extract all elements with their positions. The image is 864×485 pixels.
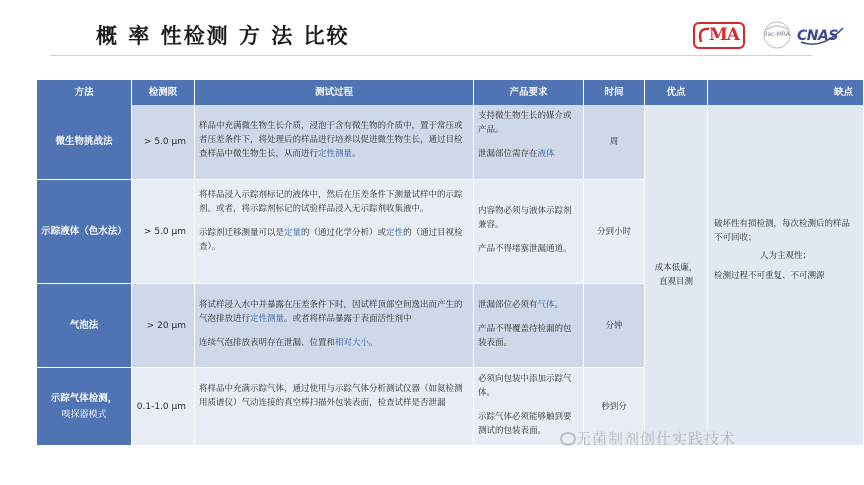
header-process: 测试过程 — [195, 80, 474, 105]
comparison-table — [37, 80, 864, 446]
row4-process: 将样品中充满示踪气体，通过使用与示踪气体分析测试仪器（如氦检测用质谱仪）气动连接的真空棒扫描外包装表面，检查试样是否泄漏 — [195, 368, 474, 446]
row3-limit: > 20 μm — [132, 284, 195, 368]
ilac-mra-logo: ilac-MRA — [760, 20, 794, 50]
row4-time: 秒到分 — [584, 368, 645, 446]
row1-method: 微生物挑战法 — [37, 105, 132, 180]
page-title: 概 率 性检测 方 法 比较 — [96, 24, 350, 48]
table-header-row — [37, 80, 864, 105]
row2-process: 将样品浸入示踪剂标记的液体中，然后在压差条件下测量试样中的示踪剂。或者，将示踪剂标记的试验样品浸入无示踪剂收集液中。 示踪剂迁移测量可以是定量的（通过化学分析）或定性的（通过目视检查）。 — [195, 180, 474, 284]
row3-time: 分钟 — [584, 284, 645, 368]
row3-method: 气泡法 — [37, 284, 132, 368]
header-pros: 优点 — [645, 80, 708, 105]
row3-process: 将试样浸入水中并暴露在压差条件下时，因试样顶部空间逸出而产生的气泡排放进行定性测量。或者将样品暴露于表面活性剂中 连续气泡排放表明存在泄漏、位置和相对大小。 — [195, 284, 474, 368]
row2-limit: > 5.0 μm — [132, 180, 195, 284]
row1-process: 样品中充满微生物生长介质，浸泡于含有微生物的介质中，置于常压或者压差条件下，将处理后的样品进行培养以促进微生物生长，通过目检查样品中微生物生长，从而进行定性测量。 — [195, 105, 474, 180]
pros-cell: 成本低廉， 直观目测 — [645, 105, 708, 446]
watermark-icon — [560, 432, 576, 446]
row1-time: 周 — [584, 105, 645, 180]
header-time: 时间 — [584, 80, 645, 105]
row3-requirement: 泄漏部位必须有气体。 产品不得覆盖待检漏的包装表面。 — [474, 284, 584, 368]
cons-cell: 破坏性有损检测，每次检测后的样品不可回收； 人为主观性； 检测过程不可重复、不可溯源 — [708, 105, 864, 446]
header-limit: 检测限 — [132, 80, 195, 105]
header-method: 方法 — [37, 80, 132, 105]
header-requirement: 产品要求 — [474, 80, 584, 105]
row4-requirement: 必须向包装中添加示踪气体。 示踪气体必须能够触到要测试的包装表面。 — [474, 368, 584, 446]
row2-method: 示踪液体（色水法） — [37, 180, 132, 284]
header-cons: 缺点 — [708, 80, 864, 105]
row4-limit: 0.1-1.0 μm — [132, 368, 195, 446]
row2-time: 分到小时 — [584, 180, 645, 284]
watermark: 无菌制剂创仕实践技术 — [576, 430, 737, 448]
row2-requirement: 内容物必须与液体示踪剂兼容。 产品不得堵塞泄漏通道。 — [474, 180, 584, 284]
cma-logo: MA — [693, 22, 745, 49]
cnas-logo: CNAS — [797, 20, 847, 50]
title-divider — [50, 55, 812, 56]
row4-method: 示踪气体检测， 嗅探器模式 — [37, 368, 132, 446]
row1-requirement: 支持微生物生长的媒介或产品。 泄漏部位需存在液体 — [474, 105, 584, 180]
row1-limit: > 5.0 μm — [132, 105, 195, 180]
